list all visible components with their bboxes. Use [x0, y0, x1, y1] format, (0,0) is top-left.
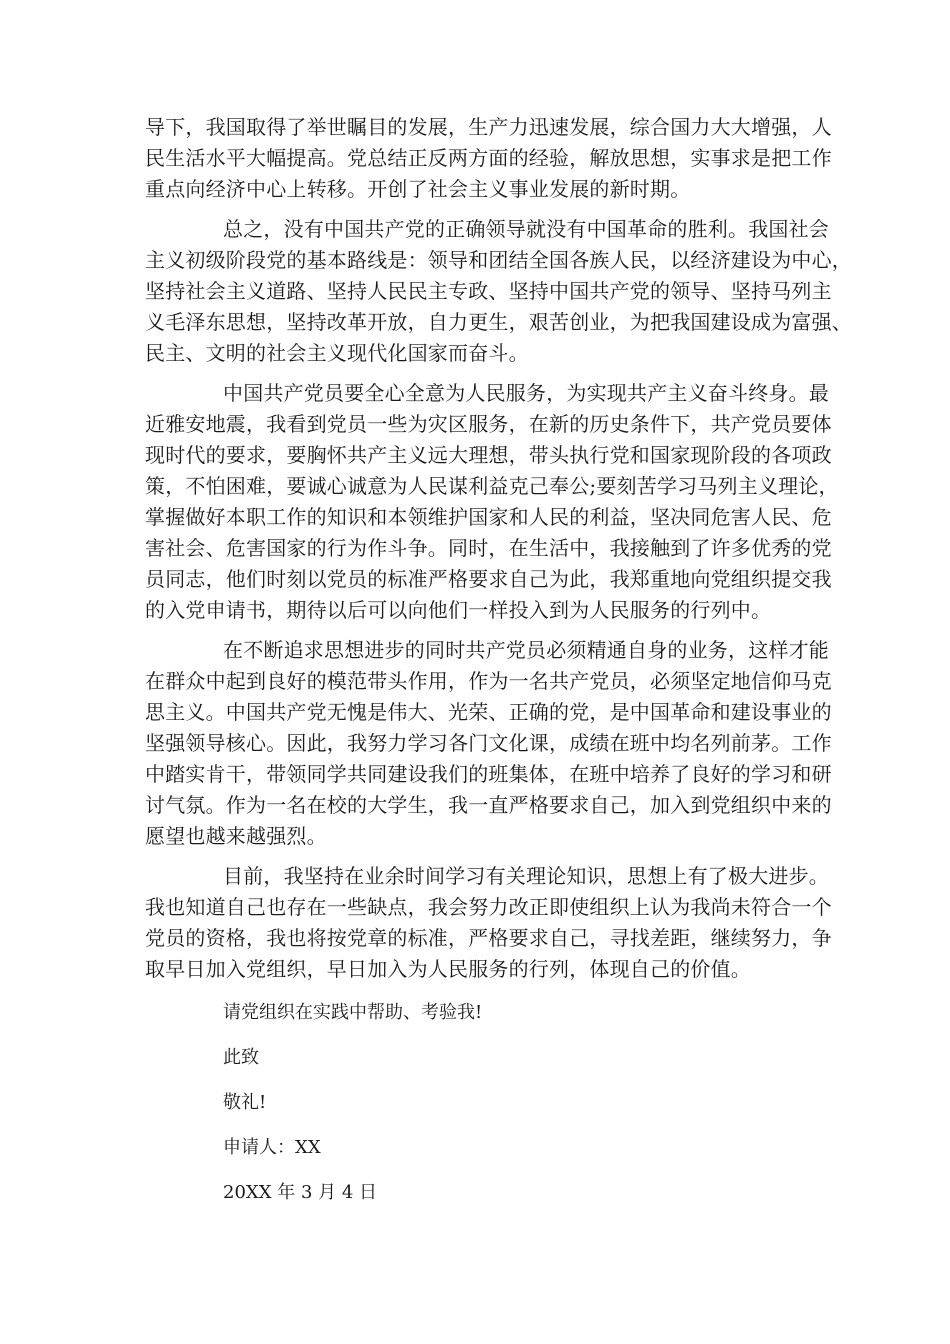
text-line: 取早日加入党组织，早日加入为人民服务的行列，体现自己的价值。	[145, 957, 751, 981]
document-page	[145, 112, 852, 1222]
salutation-jing-li: 敬礼!	[223, 1092, 267, 1113]
text-line: 重点向经济中心上转移。开创了社会主义事业发展的新时期。	[145, 177, 691, 201]
text-line: 导下，我国取得了举世瞩目的发展，生产力迅速发展，综合国力大大增强，人	[145, 115, 832, 139]
text-line: 总之，没有中国共产党的正确领导就没有中国革命的胜利。我国社会	[223, 217, 829, 241]
text-line: 在不断追求思想进步的同时共产党员必须精通自身的业务，这样才能	[223, 638, 829, 662]
text-line: 我也知道自己也存在一些缺点，我会努力改正即使组织上认为我尚未符合一个	[145, 895, 832, 919]
text-line: 讨气氛。作为一名在校的大学生，我一直严格要求自己，加入到党组织中来的	[145, 793, 832, 817]
text-line: 党员的资格，我也将按党章的标准，严格要求自己，寻找差距，继续努力，争	[145, 926, 832, 950]
text-line: 中国共产党员要全心全意为人民服务，为实现共产主义奋斗终身。最	[223, 381, 829, 405]
paragraph-5	[145, 861, 832, 985]
paragraph-1	[145, 112, 832, 205]
text-line: 目前，我坚持在业余时间学习有关理论知识，思想上有了极大进步。	[223, 864, 829, 888]
text-line: 策，不怕困难，要诚心诚意为人民谋利益克己奉公;要刻苦学习马列主义理论，	[145, 474, 839, 498]
text-line: 思主义。中国共产党无愧是伟大、光荣、正确的党，是中国革命和建设事业的	[145, 700, 832, 724]
text-line: 掌握做好本职工作的知识和本领维护国家和人民的利益，坚决同危害人民、危	[145, 505, 832, 529]
closing-request: 请党组织在实践中帮助、考验我!	[223, 1002, 483, 1023]
text-line: 坚持社会主义道路、坚持人民民主专政、坚持中国共产党的领导、坚持马列主	[145, 279, 832, 303]
text-line: 主义初级阶段党的基本路线是：领导和团结全国各族人民，以经济建设为中心，	[145, 248, 852, 272]
text-line: 的入党申请书，期待以后可以向他们一样投入到为人民服务的行列中。	[145, 598, 772, 622]
text-line: 坚强领导核心。因此，我努力学习各门文化课，成绩在班中均名列前茅。工作	[145, 731, 832, 755]
text-line: 愿望也越来越强烈。	[145, 824, 327, 848]
salutation-ci-zhi: 此致	[223, 1047, 259, 1068]
text-line: 现时代的要求，要胸怀共产主义远大理想，带头执行党和国家现阶段的各项政	[145, 443, 832, 467]
application-date: 20XX 年 3 月 4 日	[223, 1182, 378, 1203]
text-line: 员同志，他们时刻以党员的标准严格要求自己为此，我郑重地向党组织提交我	[145, 567, 832, 591]
text-line: 在群众中起到良好的模范带头作用，作为一名共产党员，必须坚定地信仰马克	[145, 669, 832, 693]
paragraph-4	[145, 635, 832, 852]
text-line: 害社会、危害国家的行为作斗争。同时，在生活中，我接触到了许多优秀的党	[145, 536, 832, 560]
paragraph-2	[145, 214, 852, 369]
applicant-signature: 申请人：XX	[223, 1137, 321, 1158]
text-line: 民生活水平大幅提高。党总结正反两方面的经验，解放思想，实事求是把工作	[145, 146, 832, 170]
text-line: 近雅安地震，我看到党员一些为灾区服务，在新的历史条件下，共产党员要体	[145, 412, 832, 436]
text-line: 民主、文明的社会主义现代化国家而奋斗。	[145, 341, 529, 365]
text-line: 中踏实肯干，带领同学共同建设我们的班集体，在班中培养了良好的学习和研	[145, 762, 832, 786]
text-line: 义毛泽东思想，坚持改革开放，自力更生，艰苦创业，为把我国建设成为富强、	[145, 310, 852, 334]
paragraph-3	[145, 378, 839, 626]
